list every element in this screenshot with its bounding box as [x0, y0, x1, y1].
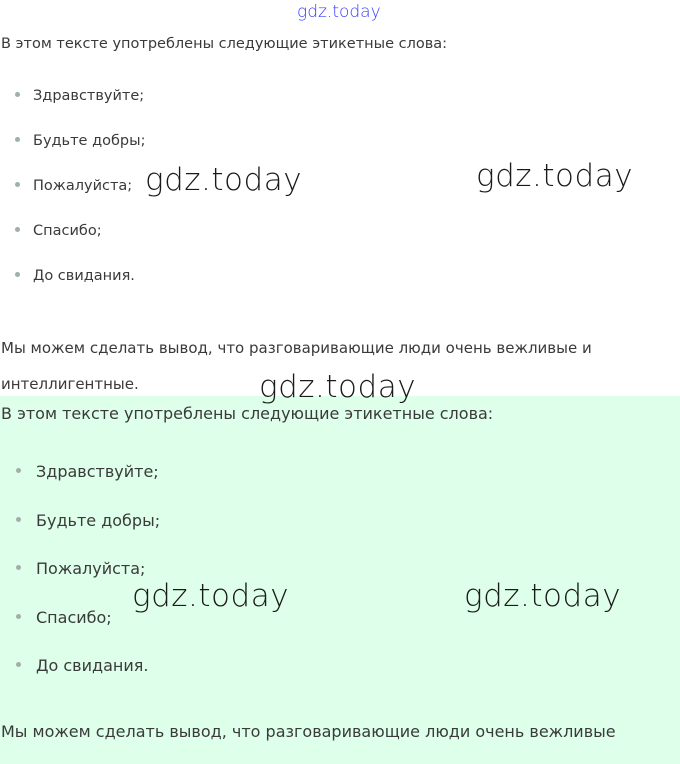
bullet-icon — [15, 137, 20, 142]
watermark: gdz.today — [145, 162, 303, 198]
list-item — [16, 511, 160, 560]
list-item — [15, 133, 145, 178]
watermark: gdz.today — [132, 578, 290, 614]
list-item — [15, 88, 145, 133]
list-item — [16, 608, 160, 657]
bullet-icon — [16, 565, 21, 570]
bullet-icon — [15, 92, 20, 97]
bullet-icon — [15, 227, 20, 232]
list-item-text: Здравствуйте; — [36, 462, 159, 481]
intro-text: В этом тексте употреблены следующие этикетные слова: — [1, 36, 448, 52]
list-item-text: До свидания. — [33, 268, 135, 284]
watermark: gdz.today — [259, 369, 417, 405]
conclusion-line-1: Мы можем сделать вывод, что разговаривающие люди очень вежливые и — [1, 339, 592, 357]
list-item — [16, 656, 160, 705]
list-item-text: До свидания. — [36, 656, 149, 675]
conclusion-text: Мы можем сделать вывод, что разговаривающие люди очень вежливые — [1, 722, 616, 741]
watermark-top: gdz.today — [297, 2, 381, 22]
watermark: gdz.today — [476, 158, 634, 194]
list-item — [15, 178, 145, 223]
etiquette-words-list — [15, 88, 145, 313]
list-item-text: Будьте добры; — [33, 133, 146, 149]
bullet-icon — [16, 662, 21, 667]
intro-text: В этом тексте употреблены следующие этикетные слова: — [1, 404, 494, 423]
bullet-icon — [15, 272, 20, 277]
list-item — [15, 268, 145, 313]
list-item — [16, 462, 160, 511]
list-item — [15, 223, 145, 268]
list-item-text: Спасибо; — [33, 223, 102, 239]
list-item-text: Спасибо; — [36, 607, 112, 627]
list-item-text: Будьте добры; — [36, 510, 161, 530]
watermark: gdz.today — [464, 578, 622, 614]
bullet-icon — [16, 468, 21, 473]
list-item-text: Пожалуйста; — [33, 178, 133, 194]
list-item-text: Пожалуйста; — [36, 559, 146, 578]
bullet-icon — [16, 614, 21, 619]
bullet-icon — [16, 517, 21, 522]
bullet-icon — [15, 182, 20, 187]
conclusion-line-2: интеллигентные. — [1, 375, 139, 393]
list-item-text: Здравствуйте; — [33, 88, 145, 104]
